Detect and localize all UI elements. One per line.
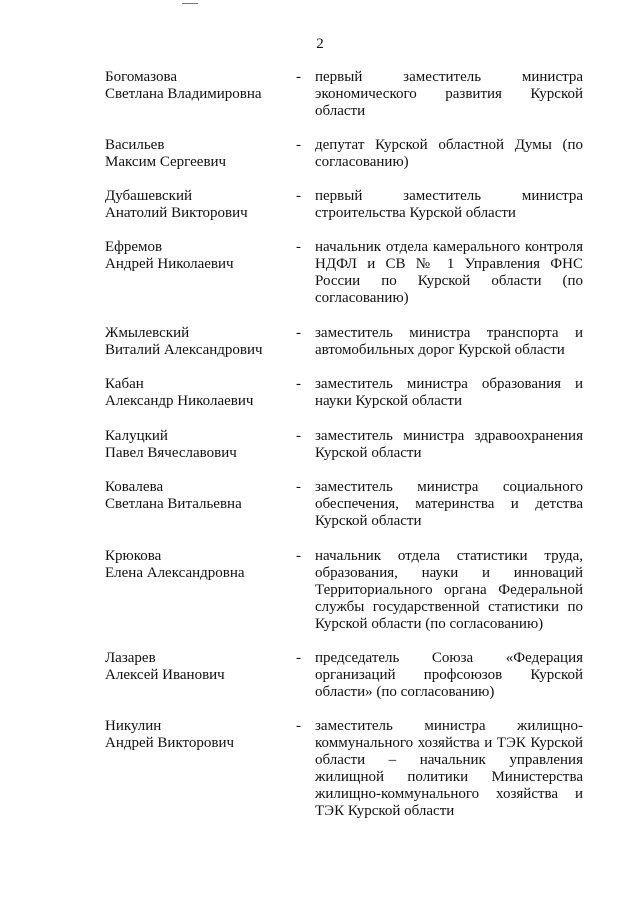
position-line: согласованию) (315, 290, 409, 306)
position-line: заместитель министра транспорта и (315, 325, 583, 341)
member-position (315, 188, 583, 222)
position-line: службы государственной статистики по (315, 599, 583, 615)
member-given-names: Светлана Витальевна (105, 496, 242, 512)
separator-dash: - (296, 239, 301, 255)
position-line: организаций профсоюзов Курской (315, 667, 583, 683)
position-line: области» (по согласованию) (315, 684, 495, 700)
position-line: автомобильных дорог Курской области (315, 342, 565, 358)
separator-dash: - (296, 188, 301, 204)
position-line: России по Курской области (по (315, 273, 583, 289)
position-line: заместитель министра образования и (315, 376, 583, 392)
separator-dash: - (296, 376, 301, 392)
member-surname: Никулин (105, 718, 162, 734)
position-line: ТЭК Курской области (315, 803, 455, 819)
position-line: председатель Союза «Федерация (315, 650, 583, 666)
member-given-names: Андрей Викторович (105, 735, 235, 751)
position-line: жилищно-коммунального хозяйства и (315, 786, 583, 802)
member-given-names: Александр Николаевич (105, 393, 254, 409)
member-name (105, 69, 285, 103)
member-position (315, 69, 583, 120)
scan-artifact-mark (182, 3, 198, 4)
member-surname: Крюкова (105, 548, 162, 564)
member-position (315, 376, 583, 410)
position-line: области (315, 103, 366, 119)
member-given-names: Виталий Александрович (105, 342, 263, 358)
separator-dash: - (296, 69, 301, 85)
position-line: начальник отдела камерального контроля (315, 239, 583, 255)
position-line: первый заместитель министра (315, 69, 583, 85)
separator-dash: - (296, 718, 301, 734)
separator-dash: - (296, 479, 301, 495)
member-name (105, 650, 285, 684)
position-line: заместитель министра жилищно- (315, 718, 583, 734)
member-name (105, 428, 285, 462)
position-line: Курской области (315, 513, 422, 529)
member-surname: Богомазова (105, 69, 178, 85)
member-position (315, 718, 583, 820)
position-line: депутат Курской областной Думы (по (315, 137, 583, 153)
member-given-names: Павел Вячеславович (105, 445, 237, 461)
member-name (105, 548, 285, 582)
member-surname: Васильев (105, 137, 165, 153)
member-given-names: Анатолий Викторович (105, 205, 248, 221)
position-line: Курской области (315, 445, 422, 461)
position-line: первый заместитель министра (315, 188, 583, 204)
member-given-names: Андрей Николаевич (105, 256, 234, 272)
member-position (315, 325, 583, 359)
position-line: экономического развития Курской (315, 86, 583, 102)
position-line: согласованию) (315, 154, 409, 170)
member-surname: Жмылевский (105, 325, 190, 341)
member-position (315, 479, 583, 530)
member-given-names: Максим Сергеевич (105, 154, 227, 170)
member-name (105, 239, 285, 273)
member-name (105, 188, 285, 222)
member-position (315, 548, 583, 633)
member-surname: Лазарев (105, 650, 156, 666)
member-name (105, 479, 285, 513)
member-name (105, 137, 285, 171)
member-surname: Калуцкий (105, 428, 168, 444)
separator-dash: - (296, 650, 301, 666)
position-line: образования, науки и инноваций (315, 565, 583, 581)
member-surname: Кабан (105, 376, 144, 392)
position-line: Территориального органа Федеральной (315, 582, 583, 598)
position-line: начальник отдела статистики труда, (315, 548, 583, 564)
position-line: области – начальник управления (315, 752, 583, 768)
member-name (105, 325, 285, 359)
member-surname: Ковалева (105, 479, 164, 495)
member-position (315, 650, 583, 701)
member-given-names: Светлана Владимировна (105, 86, 262, 102)
member-surname: Дубашевский (105, 188, 193, 204)
member-position (315, 239, 583, 307)
member-position (315, 137, 583, 171)
member-name (105, 376, 285, 410)
member-given-names: Елена Александровна (105, 565, 245, 581)
position-line: обеспечения, материнства и детства (315, 496, 583, 512)
position-line: заместитель министра социального (315, 479, 583, 495)
position-line: заместитель министра здравоохранения (315, 428, 583, 444)
position-line: НДФЛ и СВ № 1 Управления ФНС (315, 256, 583, 272)
member-position (315, 428, 583, 462)
member-name (105, 718, 285, 752)
position-line: коммунального хозяйства и ТЭК Курской (315, 735, 583, 751)
position-line: жилищной политики Министерства (315, 769, 583, 785)
separator-dash: - (296, 325, 301, 341)
page-number: 2 (316, 36, 324, 52)
separator-dash: - (296, 137, 301, 153)
separator-dash: - (296, 548, 301, 564)
position-line: науки Курской области (315, 393, 462, 409)
separator-dash: - (296, 428, 301, 444)
position-line: строительства Курской области (315, 205, 516, 221)
member-given-names: Алексей Иванович (105, 667, 225, 683)
member-surname: Ефремов (105, 239, 163, 255)
position-line: Курской области (по согласованию) (315, 616, 544, 632)
